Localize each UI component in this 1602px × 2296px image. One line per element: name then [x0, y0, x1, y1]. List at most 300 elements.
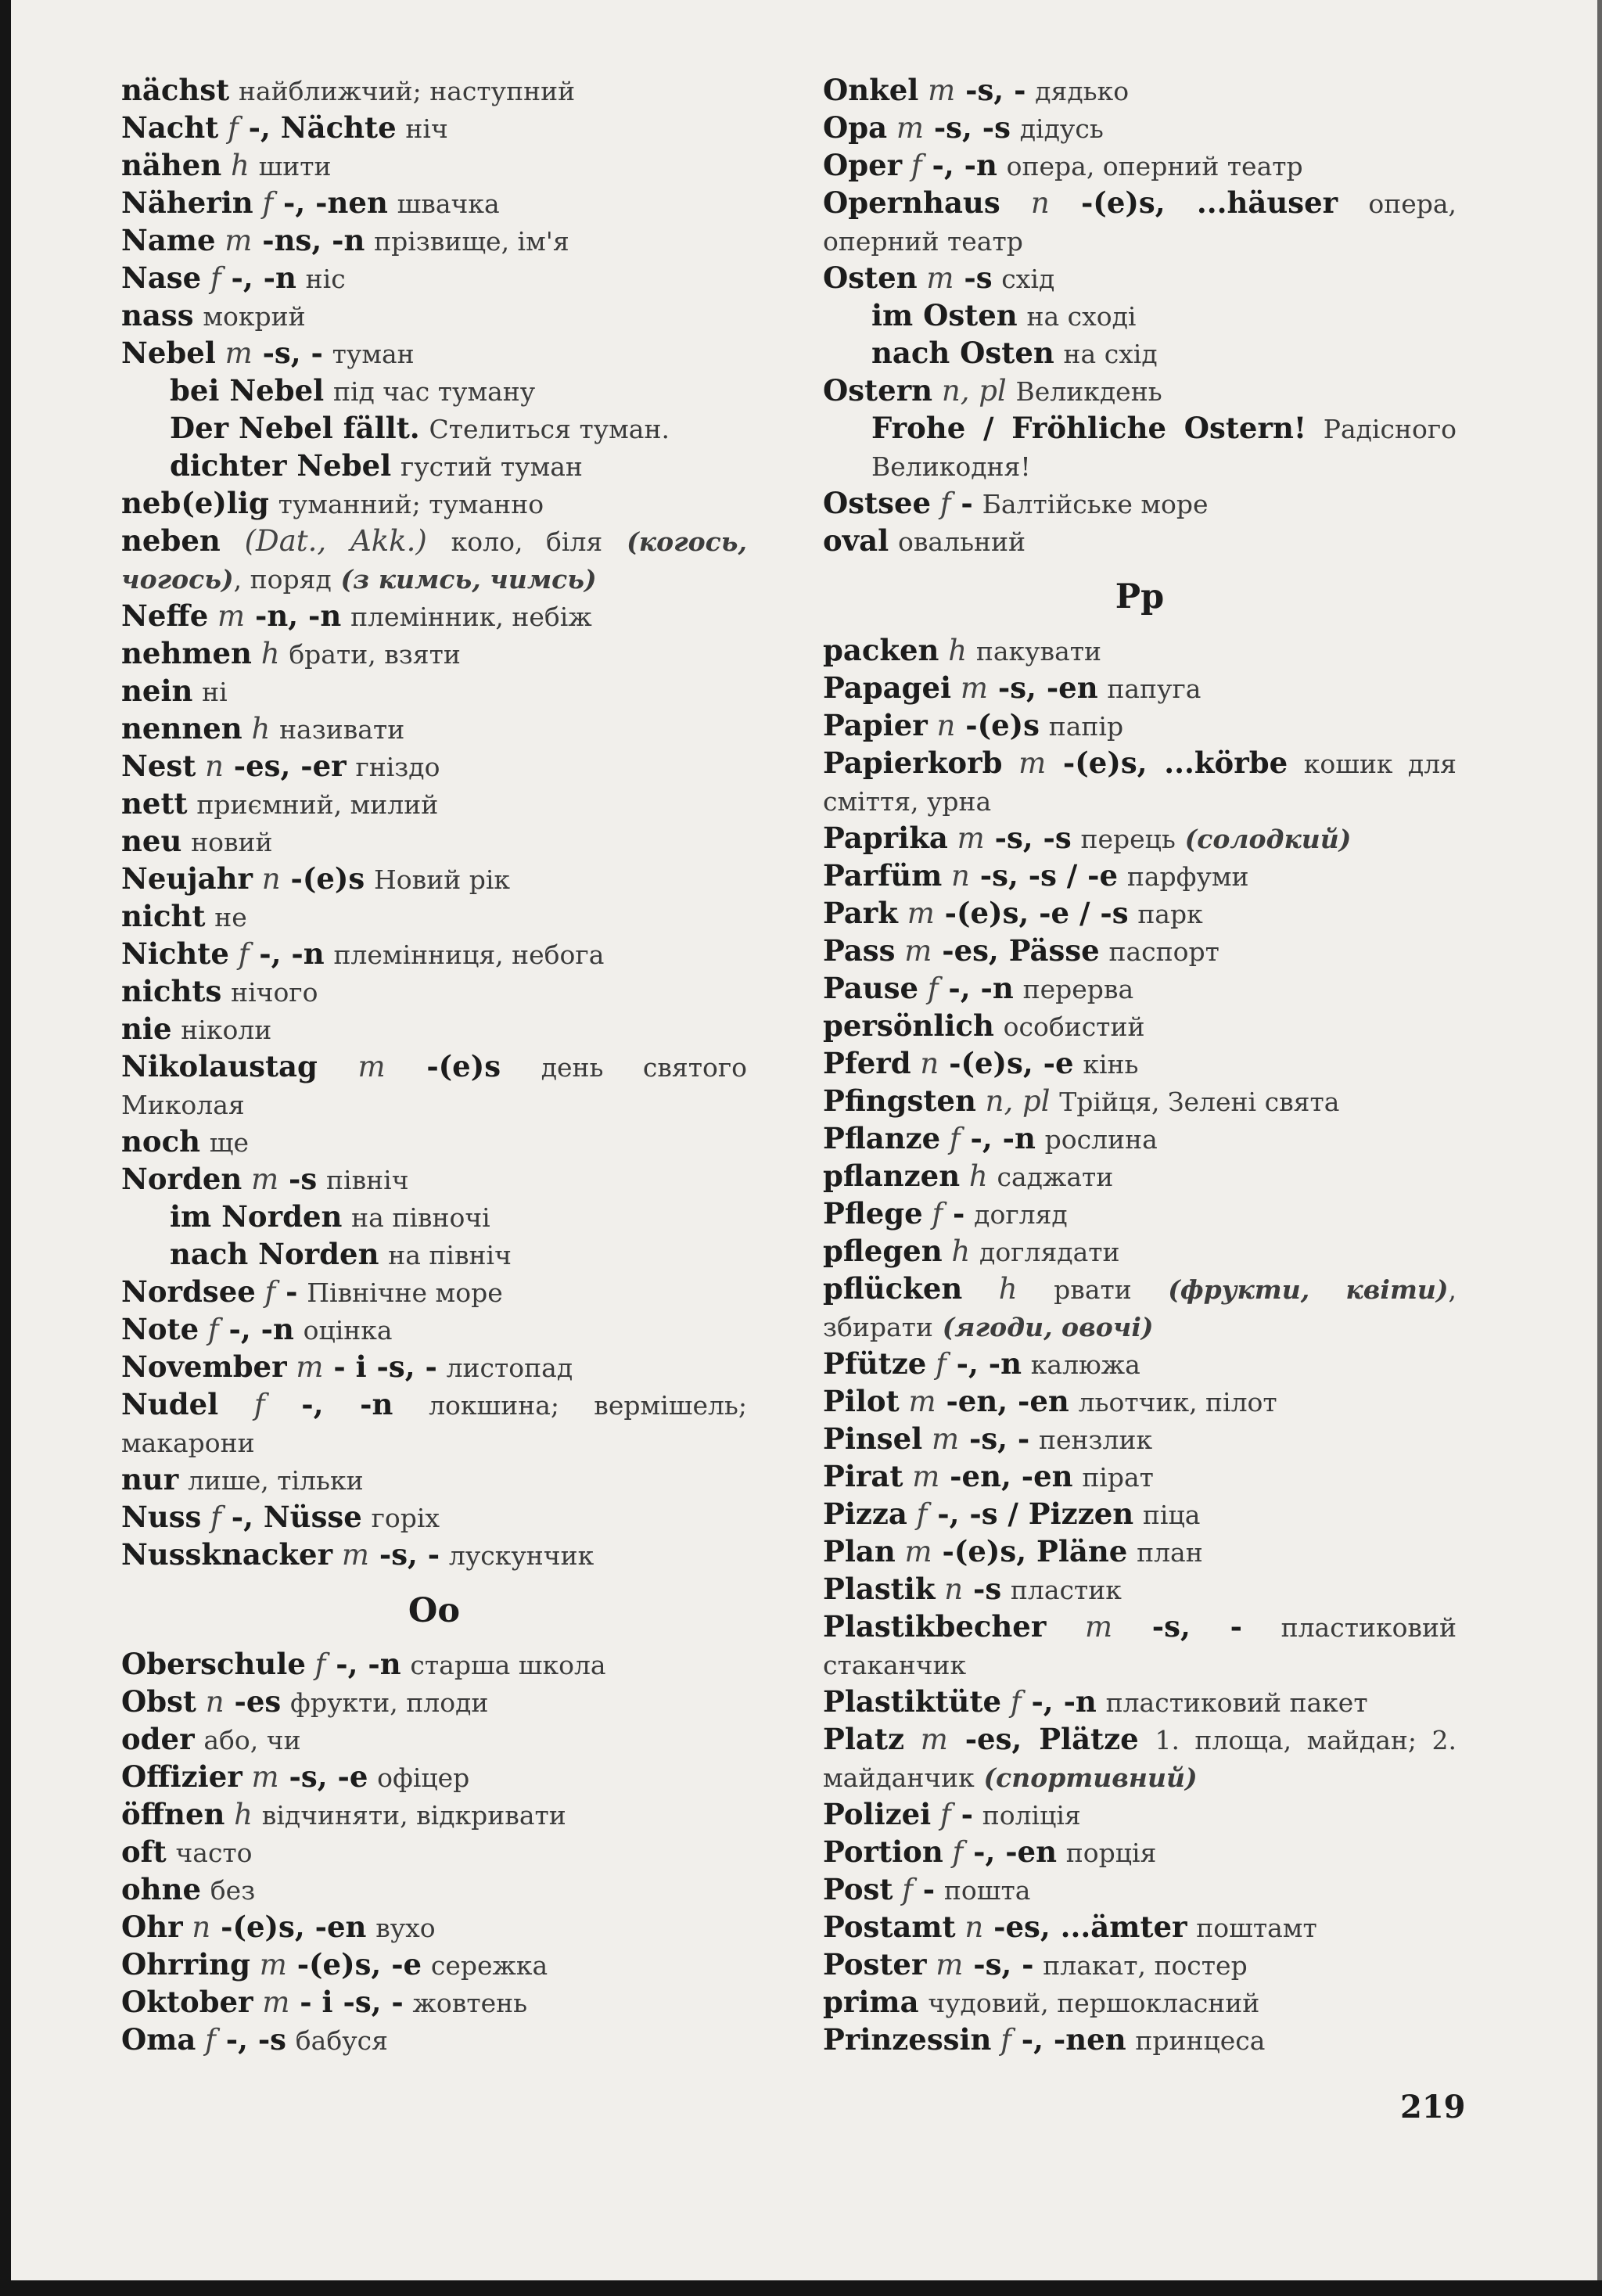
- translation: Радісного Великодня!: [871, 414, 1457, 482]
- dictionary-entry: [823, 820, 1457, 857]
- headword: Pfütze: [823, 1346, 927, 1381]
- translation: перерва: [1022, 974, 1134, 1004]
- headword: November: [121, 1349, 287, 1384]
- sub-entry: [121, 1198, 747, 1236]
- dictionary-entry: [823, 632, 1457, 670]
- headword: Plastik: [823, 1572, 936, 1606]
- headword: Obst: [121, 1684, 197, 1719]
- word-forms: -s, -s: [984, 821, 1072, 855]
- translation: дідусь: [1019, 113, 1104, 144]
- word-forms: -s, -: [959, 1421, 1030, 1456]
- dictionary-entry: [823, 895, 1457, 932]
- grammar-label: h: [951, 1234, 971, 1268]
- grammar-label: n: [261, 862, 281, 896]
- dictionary-entry: [121, 1646, 747, 1683]
- translation: шити: [258, 151, 332, 181]
- headword: Plan: [823, 1534, 896, 1568]
- dictionary-entry: [121, 1386, 747, 1461]
- grammar-label: f: [1000, 2023, 1011, 2057]
- grammar-label: m: [1018, 746, 1047, 780]
- translation: пензлик: [1039, 1425, 1153, 1455]
- dictionary-entry: [823, 1346, 1457, 1383]
- translation: лише, тільки: [188, 1465, 364, 1496]
- grammar-label: m: [936, 1948, 964, 1982]
- dictionary-entry: [121, 1984, 747, 2021]
- translation: ще: [209, 1127, 249, 1158]
- grammar-label: n: [205, 749, 224, 783]
- grammar-label: f: [949, 1122, 961, 1155]
- dictionary-entry: [823, 1871, 1457, 1909]
- translation: не: [214, 902, 247, 932]
- dictionary-entry: [823, 1158, 1457, 1195]
- headword: Onkel: [823, 73, 919, 107]
- dictionary-entry: [121, 1011, 747, 1048]
- grammar-label: h: [948, 634, 968, 667]
- word-forms: -(e)s, -e / -s: [934, 896, 1129, 930]
- headword: Nest: [121, 749, 196, 783]
- usage-note: (фрукти, квіти): [1168, 1274, 1449, 1305]
- headword: Offizier: [121, 1759, 242, 1794]
- translation: кошик для сміття, урна: [823, 749, 1457, 817]
- headword: öffnen: [121, 1797, 225, 1831]
- grammar-label: f: [210, 1500, 221, 1534]
- headword: Frohe / Fröhliche Ostern!: [871, 411, 1307, 445]
- word-forms: -s, -: [252, 336, 323, 370]
- headword: Oper: [823, 148, 903, 182]
- dictionary-entry: [121, 1161, 747, 1198]
- translation: саджати: [997, 1162, 1114, 1192]
- grammar-label: m: [357, 1050, 386, 1083]
- headword: Ohr: [121, 1910, 183, 1944]
- dictionary-entry: [121, 1311, 747, 1349]
- grammar-label: f: [902, 1873, 913, 1906]
- grammar-label: f: [210, 261, 221, 295]
- sub-entry: [121, 447, 747, 485]
- headword: pflanzen: [823, 1159, 961, 1193]
- dictionary-entry: [121, 973, 747, 1011]
- word-forms: -, -n: [921, 148, 997, 182]
- sub-entry: [823, 297, 1457, 335]
- usage-note: (солодкий): [1184, 824, 1352, 854]
- grammar-label: h: [998, 1272, 1018, 1306]
- headword: Prinzessin: [823, 2022, 992, 2057]
- word-forms: -(e)s, ...häuser: [1049, 185, 1338, 220]
- grammar-label: m: [296, 1350, 324, 1384]
- grammar-label: m: [217, 599, 246, 633]
- headword: nur: [121, 1462, 179, 1497]
- dictionary-entry: [823, 1683, 1457, 1721]
- word-forms: -, Nüsse: [221, 1500, 362, 1534]
- headword: nass: [121, 298, 194, 332]
- dictionary-entry: [121, 72, 747, 110]
- word-forms: -s, -: [1112, 1609, 1242, 1644]
- grammar-label: m: [251, 1162, 279, 1196]
- grammar-label: f: [952, 1835, 964, 1869]
- grammar-label: f: [264, 1275, 276, 1309]
- word-forms: -s, -: [368, 1537, 440, 1572]
- dictionary-entry: [121, 485, 747, 523]
- sub-entry: [823, 410, 1457, 485]
- grammar-label: f: [940, 1798, 951, 1831]
- headword: Papier: [823, 708, 928, 742]
- grammar-label: h: [251, 712, 271, 746]
- word-forms: -(e)s, Pläne: [932, 1534, 1128, 1568]
- grammar-label: n: [951, 859, 970, 893]
- word-forms: -, -en: [963, 1834, 1058, 1869]
- translation: часто: [175, 1838, 253, 1868]
- translation: племінник, небіж: [350, 602, 592, 632]
- word-forms: - i -s, -: [289, 1985, 404, 2019]
- grammar-label: (Dat., Akk.): [244, 524, 427, 558]
- headword: Papierkorb: [823, 746, 1003, 780]
- dictionary-entry: [823, 1984, 1457, 2021]
- headword: Portion: [823, 1834, 943, 1869]
- dictionary-entry: [823, 1533, 1457, 1571]
- grammar-label: m: [1084, 1610, 1113, 1644]
- word-forms: -s, -en: [987, 670, 1098, 705]
- dictionary-entry: [121, 1871, 747, 1909]
- translation: сережка: [430, 1950, 548, 1981]
- word-forms: -s, -: [963, 1947, 1034, 1982]
- dictionary-entry: [121, 598, 747, 635]
- grammar-label: m: [224, 336, 253, 370]
- headword: nennen: [121, 711, 242, 746]
- translation: Північне море: [307, 1277, 503, 1308]
- headword: Plastiktüte: [823, 1684, 1002, 1719]
- word-forms: -s, -e: [278, 1759, 368, 1794]
- grammar-label: m: [904, 934, 932, 968]
- translation: Стелиться туман.: [429, 414, 670, 444]
- translation: без: [210, 1875, 256, 1906]
- word-forms: -(e)s: [385, 1049, 501, 1083]
- dictionary-entry: [823, 1909, 1457, 1946]
- word-forms: -es, -er: [223, 749, 347, 783]
- dictionary-entry: [121, 110, 747, 147]
- translation: кінь: [1083, 1049, 1139, 1080]
- translation: плакат, постер: [1043, 1950, 1248, 1981]
- translation: Балтійське море: [982, 489, 1209, 519]
- word-forms: -, -n: [938, 971, 1014, 1005]
- translation: гніздо: [355, 752, 440, 782]
- grammar-label: f: [253, 1388, 265, 1421]
- translation: або, чи: [203, 1725, 301, 1755]
- translation: новий: [191, 827, 273, 857]
- translation: доглядати: [979, 1237, 1120, 1267]
- grammar-label: m: [928, 74, 956, 107]
- word-forms: -, -s / Pizzen: [927, 1497, 1134, 1531]
- grammar-label: f: [228, 111, 239, 145]
- grammar-label: n: [192, 1910, 211, 1944]
- page-number: 219: [1400, 2089, 1466, 2125]
- word-forms: -, -n: [1021, 1684, 1097, 1719]
- word-forms: -: [275, 1274, 298, 1309]
- grammar-label: m: [912, 1460, 940, 1493]
- dictionary-entry: [823, 1608, 1457, 1683]
- grammar-label: m: [251, 1760, 279, 1794]
- translation: овальний: [897, 526, 1026, 557]
- dictionary-entry: [823, 1946, 1457, 1984]
- dictionary-entry: [121, 1909, 747, 1946]
- grammar-label: m: [896, 111, 924, 145]
- translation: папуга: [1107, 674, 1202, 704]
- word-forms: -(e)s: [955, 708, 1040, 742]
- translation: догляд: [974, 1199, 1068, 1230]
- grammar-label: n: [944, 1572, 964, 1606]
- headword: im Osten: [871, 298, 1018, 332]
- translation: вухо: [375, 1913, 436, 1943]
- word-forms: -s: [278, 1162, 318, 1196]
- dictionary-entry: [121, 823, 747, 861]
- translation: під час туману: [332, 376, 536, 407]
- headword: Nacht: [121, 110, 219, 145]
- headword: Note: [121, 1312, 199, 1346]
- translation: порція: [1065, 1838, 1157, 1868]
- word-forms: -en, -en: [936, 1384, 1069, 1418]
- grammar-label: n, pl: [941, 374, 1007, 408]
- headword: neu: [121, 824, 182, 858]
- grammar-label: h: [230, 149, 250, 182]
- grammar-label: f: [932, 1197, 943, 1231]
- dictionary-entry: [823, 1571, 1457, 1608]
- dictionary-entry: [121, 1796, 747, 1834]
- headword: Ostsee: [823, 486, 932, 520]
- grammar-label: f: [238, 937, 250, 971]
- dictionary-entry: [823, 745, 1457, 820]
- dictionary-entry: [823, 1458, 1457, 1496]
- headword: nehmen: [121, 636, 252, 670]
- headword: oft: [121, 1834, 167, 1869]
- headword: Osten: [823, 261, 918, 295]
- section-heading: Oo: [408, 1591, 461, 1630]
- headword: neben: [121, 523, 221, 558]
- grammar-label: m: [931, 1422, 960, 1456]
- headword: Pirat: [823, 1459, 903, 1493]
- word-forms: -(e)s, -e: [939, 1046, 1074, 1080]
- translation: локшина; вермішель; макарони: [121, 1390, 748, 1458]
- translation: північ: [326, 1165, 409, 1195]
- dictionary-entry: [121, 748, 747, 785]
- headword: noch: [121, 1124, 201, 1159]
- translation: племінниця, небога: [333, 940, 605, 970]
- translation: поліція: [982, 1800, 1081, 1831]
- headword: Näherin: [121, 185, 253, 220]
- translation: перець: [1080, 824, 1176, 854]
- word-forms: -: [950, 1797, 973, 1831]
- grammar-label: n: [964, 1910, 984, 1944]
- headword: prima: [823, 1985, 919, 2019]
- word-forms: -, -n: [218, 1312, 294, 1346]
- usage-note: (ягоди, овочі): [942, 1312, 1154, 1342]
- grammar-label: m: [262, 1985, 290, 2019]
- headword: Postamt: [823, 1910, 956, 1944]
- translation: пакувати: [975, 636, 1102, 667]
- headword: Platz: [823, 1722, 904, 1756]
- dictionary-entry: [823, 1233, 1457, 1270]
- translation: коло, біля: [451, 526, 603, 557]
- headword: Papagei: [823, 670, 952, 705]
- headword: neb(e)lig: [121, 486, 269, 520]
- grammar-label: f: [205, 2023, 216, 2057]
- grammar-label: f: [314, 1647, 326, 1681]
- translation: брати, взяти: [289, 639, 461, 670]
- dictionary-entry: [823, 1796, 1457, 1834]
- translation: папір: [1048, 711, 1124, 742]
- translation: прізвище, ім'я: [374, 226, 569, 257]
- translation: ні: [202, 677, 228, 707]
- sub-entry: [121, 1236, 747, 1274]
- grammar-label: f: [262, 186, 274, 220]
- word-forms: -, -n: [249, 936, 325, 971]
- grammar-label: m: [908, 1385, 936, 1418]
- headword: Nikolaustag: [121, 1049, 318, 1083]
- translation: називати: [279, 714, 405, 745]
- page-bottom-edge: [0, 2280, 1602, 2296]
- word-forms: -es, Plätze: [947, 1722, 1139, 1756]
- grammar-label: m: [259, 1948, 287, 1982]
- dictionary-entry: [121, 2021, 747, 2059]
- dictionary-entry: [823, 1120, 1457, 1158]
- headword: nie: [121, 1011, 172, 1046]
- translation: , поряд: [233, 564, 332, 595]
- word-forms: -, Nächte: [238, 110, 397, 145]
- translation: нічого: [231, 977, 318, 1008]
- translation: Трійця, Зелені свята: [1059, 1087, 1340, 1117]
- headword: Neffe: [121, 598, 209, 633]
- headword: packen: [823, 633, 939, 667]
- translation: пошта: [943, 1875, 1031, 1906]
- grammar-label: m: [224, 224, 253, 257]
- dictionary-entry: [823, 670, 1457, 707]
- translation: пластиковий пакет: [1105, 1687, 1368, 1718]
- headword: Plastikbecher: [823, 1609, 1047, 1644]
- grammar-label: n: [920, 1047, 939, 1080]
- dictionary-entry: [121, 673, 747, 710]
- headword: nähen: [121, 148, 222, 182]
- dictionary-entry: [823, 1383, 1457, 1421]
- grammar-label: m: [341, 1538, 369, 1572]
- grammar-label: f: [939, 487, 951, 520]
- word-forms: -(e)s, ...körbe: [1046, 746, 1288, 780]
- headword: Poster: [823, 1947, 927, 1982]
- word-forms: -(e)s, -en: [210, 1910, 367, 1944]
- headword: pflegen: [823, 1234, 943, 1268]
- dictionary-entry: [823, 1270, 1457, 1346]
- grammar-label: f: [927, 972, 939, 1005]
- headword: dichter Nebel: [170, 448, 392, 483]
- translation: пластиковий стаканчик: [823, 1612, 1457, 1680]
- translation: старша школа: [410, 1650, 606, 1680]
- sub-entry: [823, 335, 1457, 372]
- headword: Oktober: [121, 1985, 253, 2019]
- usage-note: (з кимсь, чимсь): [340, 564, 597, 595]
- dictionary-column-left: [121, 72, 747, 2059]
- dictionary-entry: [121, 898, 747, 936]
- translation: пірат: [1082, 1462, 1154, 1493]
- headword: Pflanze: [823, 1121, 941, 1155]
- dictionary-entry: [121, 260, 747, 297]
- headword: im Norden: [170, 1199, 343, 1234]
- headword: Nase: [121, 261, 202, 295]
- dictionary-column-right: [823, 72, 1457, 2059]
- headword: Neujahr: [121, 861, 253, 896]
- headword: Opernhaus: [823, 185, 1000, 220]
- translation: фрукти, плоди: [290, 1687, 489, 1718]
- translation: принцеса: [1135, 2025, 1266, 2056]
- dictionary-entry: [121, 1274, 747, 1311]
- headword: Nordsee: [121, 1274, 256, 1309]
- translation: парк: [1137, 899, 1203, 929]
- dictionary-entry: [823, 523, 1457, 560]
- translation: офіцер: [377, 1762, 470, 1793]
- word-forms: -: [950, 486, 973, 520]
- headword: persönlich: [823, 1008, 994, 1043]
- headword: Polizei: [823, 1797, 932, 1831]
- translation: ніч: [405, 113, 448, 144]
- grammar-label: m: [960, 671, 988, 705]
- headword: Pizza: [823, 1497, 907, 1531]
- dictionary-entry: [823, 1421, 1457, 1458]
- headword: Oberschule: [121, 1647, 306, 1681]
- grammar-label: f: [1010, 1685, 1022, 1719]
- dictionary-entry: [121, 785, 747, 823]
- translation: рвати: [1054, 1274, 1132, 1305]
- dictionary-entry: [823, 707, 1457, 745]
- headword: Nussknacker: [121, 1537, 333, 1572]
- dictionary-entry: [121, 1123, 747, 1161]
- headword: Parfüm: [823, 858, 943, 893]
- grammar-label: m: [920, 1723, 948, 1756]
- translation: , збирати: [823, 1274, 1457, 1342]
- translation: чудовий, першокласний: [928, 1988, 1260, 2018]
- headword: oval: [823, 523, 889, 558]
- translation: калюжа: [1030, 1349, 1140, 1380]
- dictionary-entry: [823, 1083, 1457, 1120]
- headword: Nichte: [121, 936, 229, 971]
- page-right-edge: [1597, 0, 1602, 2296]
- translation: пластик: [1010, 1575, 1122, 1605]
- word-forms: -, -nen: [1011, 2022, 1126, 2057]
- translation: на північ: [388, 1240, 512, 1270]
- dictionary-entry: [823, 372, 1457, 410]
- dictionary-entry: [823, 1008, 1457, 1045]
- headword: Oma: [121, 2022, 196, 2057]
- headword: Pause: [823, 971, 919, 1005]
- headword: Pinsel: [823, 1421, 923, 1456]
- dictionary-entry: [823, 1721, 1457, 1796]
- translation: туманний; туманно: [278, 489, 544, 519]
- headword: Name: [121, 223, 216, 257]
- translation: бабуся: [295, 2025, 388, 2056]
- word-forms: -es: [224, 1684, 282, 1719]
- dictionary-entry: [121, 861, 747, 898]
- dictionary-entry: [121, 1683, 747, 1721]
- word-forms: -n, -n: [245, 598, 342, 633]
- headword: Park: [823, 896, 898, 930]
- translation: план: [1137, 1537, 1203, 1568]
- section-heading: Pp: [1115, 577, 1165, 616]
- dictionary-entry: [121, 1536, 747, 1574]
- dictionary-entry: [823, 485, 1457, 523]
- translation: на сході: [1026, 301, 1137, 332]
- headword: Pilot: [823, 1384, 900, 1418]
- dictionary-entry: [823, 2021, 1457, 2059]
- dictionary-entry: [823, 1496, 1457, 1533]
- dictionary-entry: [121, 635, 747, 673]
- grammar-label: n: [1030, 186, 1050, 220]
- headword: ohne: [121, 1872, 202, 1906]
- grammar-label: f: [936, 1347, 946, 1381]
- word-forms: -s, -: [955, 73, 1026, 107]
